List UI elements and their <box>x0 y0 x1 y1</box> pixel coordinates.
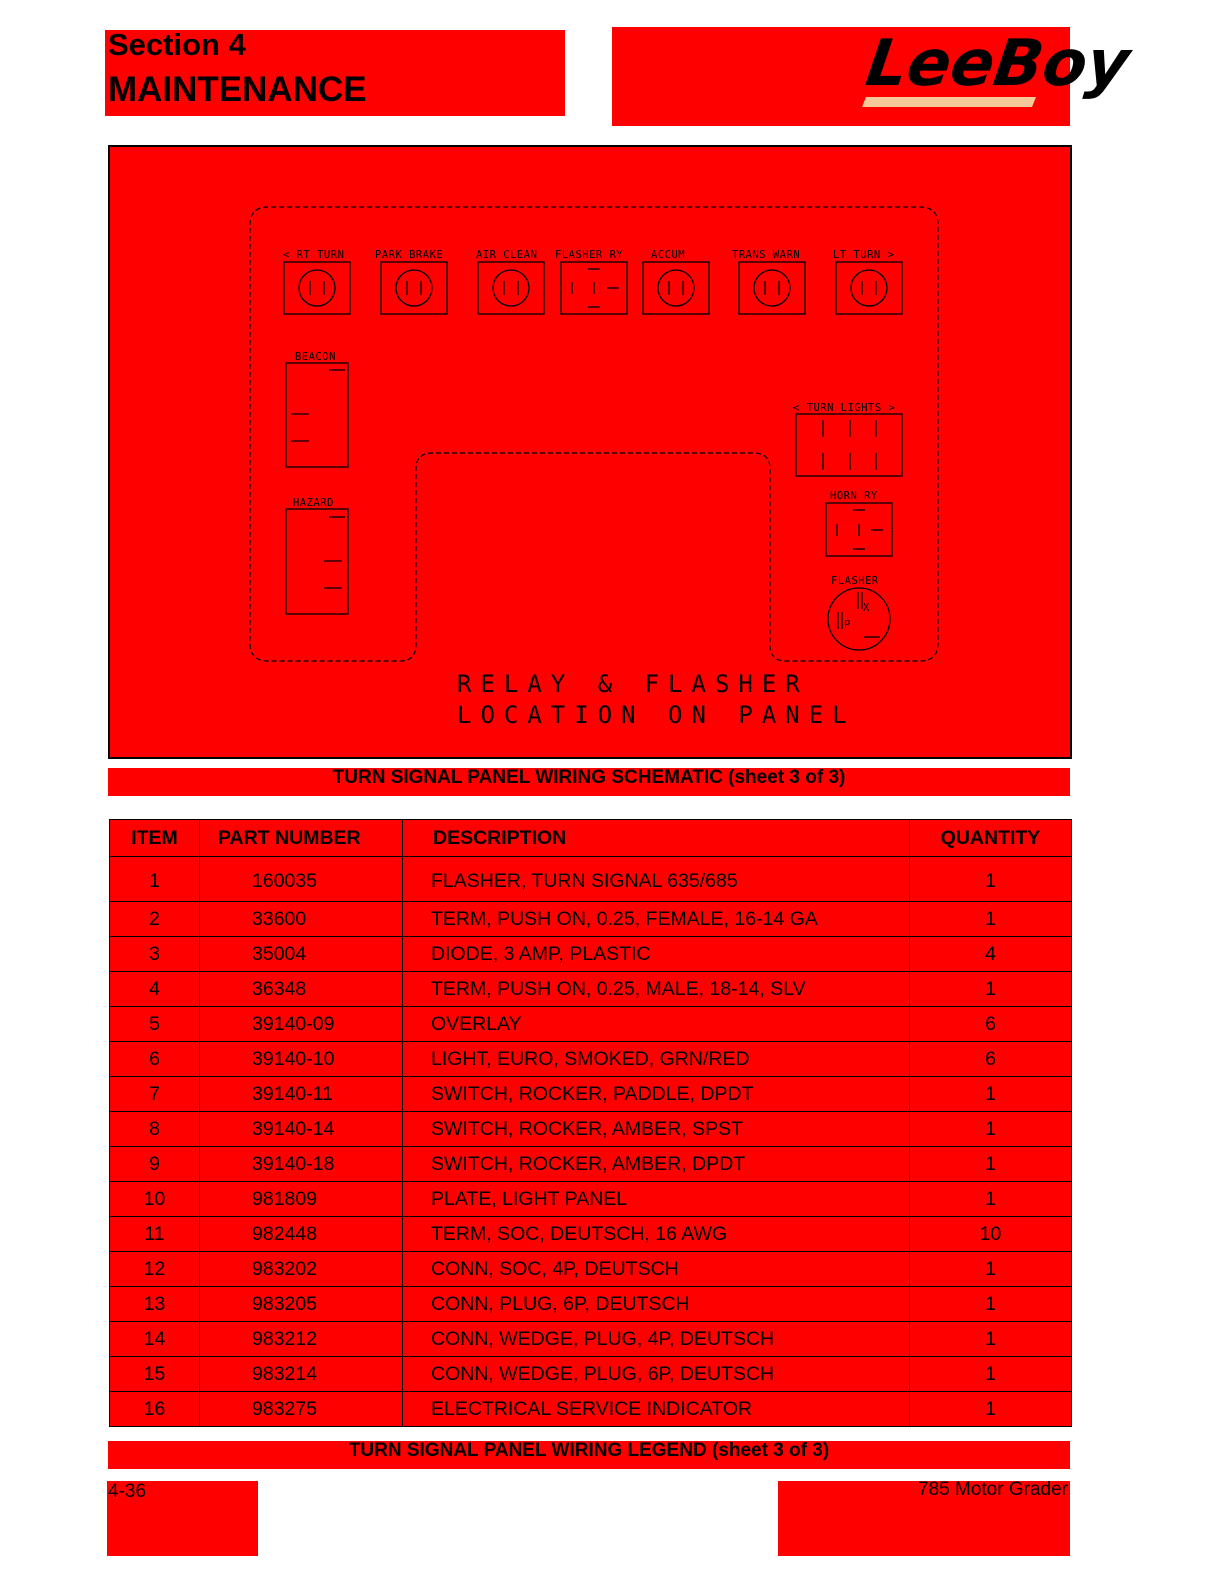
section-title: MAINTENANCE <box>108 70 367 109</box>
cell-description: DIODE, 3 AMP, PLASTIC <box>403 937 910 972</box>
cell-item: 4 <box>110 972 200 1007</box>
column-header-quantity: QUANTITY <box>910 820 1072 857</box>
table-row <box>110 1112 1072 1147</box>
cell-description: FLASHER, TURN SIGNAL 635/685 <box>403 857 910 902</box>
cell-description: TERM, PUSH ON, 0.25, MALE, 18-14, SLV <box>403 972 910 1007</box>
cell-part-number: 39140-10 <box>200 1042 403 1077</box>
turn-lights-connector <box>796 414 902 476</box>
table-row <box>110 1392 1072 1427</box>
logo-banner <box>612 26 1135 126</box>
note-line-1: RELAY & FLASHER <box>457 670 809 698</box>
table-row <box>110 1217 1072 1252</box>
label-accum: ACCUM <box>651 249 686 261</box>
cell-description: SWITCH, ROCKER, AMBER, SPST <box>403 1112 910 1147</box>
cell-part-number: 39140-14 <box>200 1112 403 1147</box>
cell-item: 13 <box>110 1287 200 1322</box>
cell-description: SWITCH, ROCKER, PADDLE, DPDT <box>403 1077 910 1112</box>
hazard-switch <box>286 509 348 614</box>
cell-item: 1 <box>110 857 200 902</box>
cell-item: 8 <box>110 1112 200 1147</box>
table-row <box>110 1007 1072 1042</box>
flasher-socket <box>828 588 890 650</box>
cell-item: 14 <box>110 1322 200 1357</box>
socket-accum <box>643 262 709 314</box>
cell-item: 6 <box>110 1042 200 1077</box>
label-hazard: HAZARD <box>293 497 334 509</box>
cell-item: 11 <box>110 1217 200 1252</box>
label-flasher: FLASHER <box>831 575 879 587</box>
model-name: 785 Motor Grader <box>918 1479 1068 1500</box>
column-header-description: DESCRIPTION <box>403 820 910 857</box>
page-number: 4-36 <box>108 1481 147 1502</box>
label-trans-warn: TRANS WARN <box>732 249 801 261</box>
cell-quantity: 1 <box>910 1252 1072 1287</box>
horn-relay-socket <box>826 503 892 556</box>
cell-description: CONN, WEDGE, PLUG, 4P, DEUTSCH <box>403 1322 910 1357</box>
label-flasher-p: P <box>844 619 851 631</box>
cell-part-number: 981809 <box>200 1182 403 1217</box>
cell-description: CONN, WEDGE, PLUG, 6P, DEUTSCH <box>403 1357 910 1392</box>
label-turn-lights: < TURN LIGHTS > <box>793 402 896 414</box>
cell-description: OVERLAY <box>403 1007 910 1042</box>
cell-description: PLATE, LIGHT PANEL <box>403 1182 910 1217</box>
cell-part-number: 983212 <box>200 1322 403 1357</box>
table-row <box>110 1252 1072 1287</box>
cell-part-number: 160035 <box>200 857 403 902</box>
cell-quantity: 4 <box>910 937 1072 972</box>
cell-quantity: 1 <box>910 1112 1072 1147</box>
table-row <box>110 1042 1072 1077</box>
label-park-brake: PARK BRAKE <box>375 249 444 261</box>
column-header-item: ITEM <box>110 820 200 857</box>
table-row <box>110 857 1072 902</box>
socket-air-clean <box>478 262 544 314</box>
cell-part-number: 39140-11 <box>200 1077 403 1112</box>
socket-lt-turn <box>836 262 902 314</box>
svg-text:LeeBoy: LeeBoy <box>861 26 1135 101</box>
label-air-clean: AIR CLEAN <box>476 249 538 261</box>
label-beacon: BEACON <box>295 351 336 363</box>
cell-quantity: 1 <box>910 1287 1072 1322</box>
beacon-switch <box>286 363 348 467</box>
column-header-part-number: PART NUMBER <box>200 820 403 857</box>
parts-legend-table <box>109 819 1072 1427</box>
cell-quantity: 1 <box>910 1322 1072 1357</box>
footer-right <box>778 1481 1070 1556</box>
cell-description: ELECTRICAL SERVICE INDICATOR <box>403 1392 910 1427</box>
relay-flasher-panel-drawing <box>110 147 1070 757</box>
section-number: Section 4 <box>108 27 246 62</box>
label-flasher-ry: FLASHER RY <box>555 249 624 261</box>
leeboy-logo <box>860 26 1135 117</box>
table-body <box>110 857 1072 1427</box>
schematic-panel <box>108 145 1072 759</box>
cell-quantity: 1 <box>910 1392 1072 1427</box>
cell-part-number: 36348 <box>200 972 403 1007</box>
table-row <box>110 937 1072 972</box>
cell-item: 9 <box>110 1147 200 1182</box>
cell-description: TERM, PUSH ON, 0.25, FEMALE, 16-14 GA <box>403 902 910 937</box>
section-header <box>105 27 565 116</box>
cell-description: CONN, SOC, 4P, DEUTSCH <box>403 1252 910 1287</box>
cell-quantity: 1 <box>910 1147 1072 1182</box>
socket-trans-warn <box>739 262 805 314</box>
cell-part-number: 33600 <box>200 902 403 937</box>
cell-description: CONN, PLUG, 6P, DEUTSCH <box>403 1287 910 1322</box>
legend-caption: TURN SIGNAL PANEL WIRING LEGEND (sheet 3 of 3) <box>108 1441 1070 1469</box>
cell-item: 16 <box>110 1392 200 1427</box>
label-rt-turn: < RT TURN <box>283 249 345 261</box>
cell-description: LIGHT, EURO, SMOKED, GRN/RED <box>403 1042 910 1077</box>
cell-quantity: 1 <box>910 902 1072 937</box>
cell-item: 12 <box>110 1252 200 1287</box>
cell-quantity: 1 <box>910 972 1072 1007</box>
cell-quantity: 10 <box>910 1217 1072 1252</box>
cell-item: 15 <box>110 1357 200 1392</box>
cell-item: 5 <box>110 1007 200 1042</box>
cell-quantity: 6 <box>910 1042 1072 1077</box>
cell-item: 7 <box>110 1077 200 1112</box>
cell-description: SWITCH, ROCKER, AMBER, DPDT <box>403 1147 910 1182</box>
cell-part-number: 39140-18 <box>200 1147 403 1182</box>
socket-flasher-relay <box>561 262 627 314</box>
socket-rt-turn <box>284 262 350 314</box>
table-row <box>110 902 1072 937</box>
cell-part-number: 983205 <box>200 1287 403 1322</box>
cell-item: 10 <box>110 1182 200 1217</box>
table-row <box>110 1357 1072 1392</box>
cell-part-number: 39140-09 <box>200 1007 403 1042</box>
label-lt-turn: LT TURN > <box>833 249 895 261</box>
cell-quantity: 1 <box>910 857 1072 902</box>
cell-item: 3 <box>110 937 200 972</box>
note-line-2: LOCATION ON PANEL <box>457 701 856 729</box>
cell-part-number: 983214 <box>200 1357 403 1392</box>
schematic-caption: TURN SIGNAL PANEL WIRING SCHEMATIC (sheet 3 of 3) <box>108 768 1070 796</box>
cell-quantity: 1 <box>910 1357 1072 1392</box>
footer-left <box>107 1481 258 1556</box>
cell-quantity: 1 <box>910 1077 1072 1112</box>
table-row <box>110 972 1072 1007</box>
cell-part-number: 982448 <box>200 1217 403 1252</box>
cell-item: 2 <box>110 902 200 937</box>
table-row <box>110 1147 1072 1182</box>
label-horn-ry: HORN RY <box>830 490 878 502</box>
cell-part-number: 983275 <box>200 1392 403 1427</box>
cell-quantity: 1 <box>910 1182 1072 1217</box>
socket-park-brake <box>381 262 447 314</box>
cell-part-number: 35004 <box>200 937 403 972</box>
table-row <box>110 1322 1072 1357</box>
label-flasher-x: X <box>863 602 870 614</box>
cell-quantity: 6 <box>910 1007 1072 1042</box>
cell-description: TERM, SOC, DEUTSCH, 16 AWG <box>403 1217 910 1252</box>
cell-part-number: 983202 <box>200 1252 403 1287</box>
table-header-row <box>110 820 1072 857</box>
table-row <box>110 1077 1072 1112</box>
table-row <box>110 1182 1072 1217</box>
table-row <box>110 1287 1072 1322</box>
